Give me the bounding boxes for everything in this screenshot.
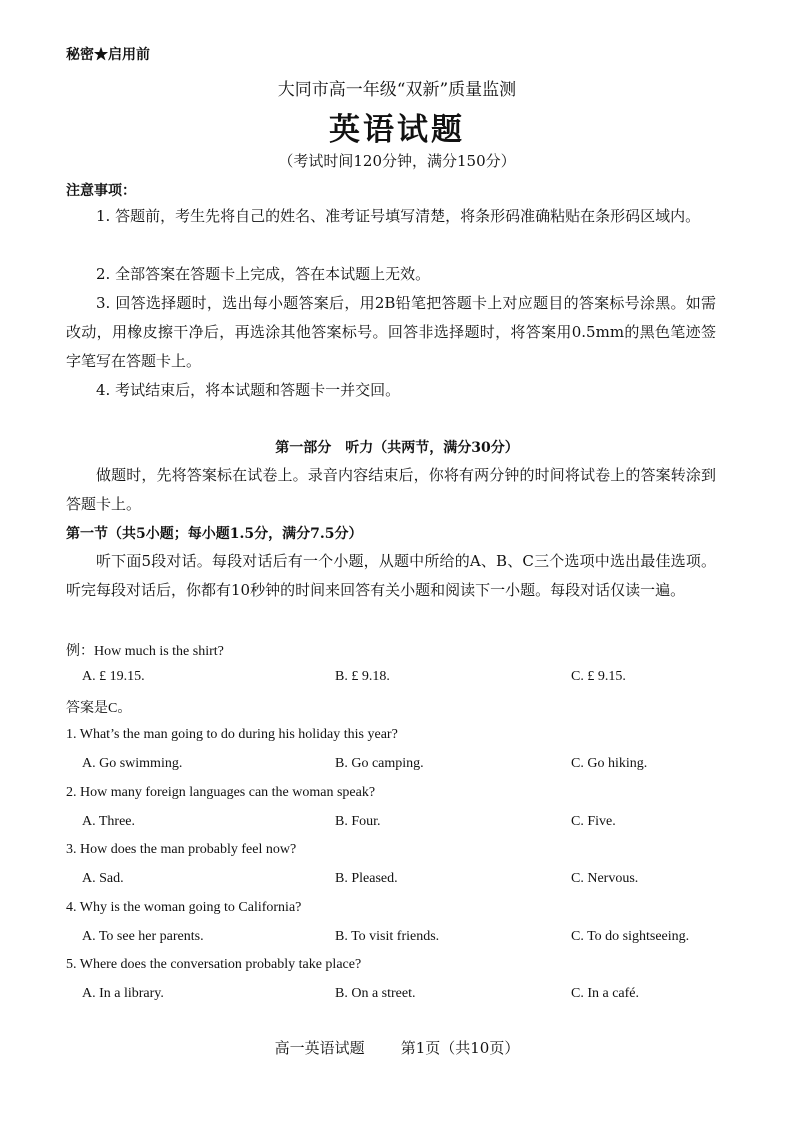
question-4-option-b: B. To visit friends. [335,929,440,944]
example-option-a: A. £ 19.15. [82,669,145,684]
footer-page-number: 第1页（共10页） [400,1039,520,1057]
note-item-1: 1. 答题前，考生先将自己的姓名、准考证号填写清楚，将条形码准确粘贴在条形码区域内。 [96,207,701,225]
question-1-option-a: A. Go swimming. [82,756,183,771]
page-title: 英语试题 [329,112,465,148]
note-item-4: 4. 考试结束后，将本试题和答题卡一并交回。 [96,381,401,399]
question-2-option-b: B. Four. [335,814,381,829]
question-4-option-a: A. To see her parents. [82,929,204,944]
note-item-2: 2. 全部答案在答题卡上完成，答在本试题上无效。 [96,265,431,283]
question-5-option-a: A. In a library. [82,986,164,1001]
confidential-label: 秘密★启用前 [66,47,150,63]
example-answer: 答案是C。 [66,701,132,716]
question-1: 1. What’s the man going to do during his holiday this year? [66,727,398,742]
question-5: 5. Where does the conversation probably take place? [66,957,362,972]
exam-name: 大同市高一年级“双新”质量监测 [277,80,517,100]
section1-heading: 第一节（共5小题；每小题1.5分，满分7.5分） [66,526,363,542]
question-2-option-c: C. Five. [571,814,616,829]
question-2-option-a: A. Three. [82,814,135,829]
section1-intro: 听下面5段对话。每段对话后有一个小题，从题中所给的A、B、C三个选项中选出最佳选项。听完每段对话后，你都有10秒钟的时间来回答有关小题和阅读下一小题。每段对话仅读一遍。 [66,552,716,599]
part1-intro: 做题时，先将答案标在试卷上。录音内容结束后，你将有两分钟的时间将试卷上的答案转涂到答题卡上。 [66,466,716,513]
question-3-option-a: A. Sad. [82,871,124,886]
question-3: 3. How does the man probably feel now? [66,842,297,857]
example-question: 例：How much is the shirt? [66,644,224,659]
question-4: 4. Why is the woman going to California? [66,900,302,915]
footer-subject: 高一英语试题 [274,1039,365,1057]
question-4-option-c: C. To do sightseeing. [571,929,690,944]
notes-heading: 注意事项： [66,183,136,199]
example-option-b: B. £ 9.18. [335,669,390,684]
question-5-option-b: B. On a street. [335,986,416,1001]
question-2: 2. How many foreign languages can the woman speak? [66,785,376,800]
question-3-option-c: C. Nervous. [571,871,639,886]
example-option-c: C. £ 9.15. [571,669,626,684]
note-item-3: 3. 回答选择题时，选出每小题答案后，用2B铅笔把答题卡上对应题目的答案标号涂黑。如需改动，用橡皮擦干净后，再选涂其他答案标号。回答非选择题时，将答案用0.5mm的黑色笔迹签字笔写在答题卡上。 [66,294,716,370]
exam-info: （考试时间120分钟，满分150分） [278,152,516,170]
page-footer [0,1037,794,1058]
question-1-option-c: C. Go hiking. [571,756,648,771]
part1-title: 第一部分 听力（共两节，满分30分） [275,440,519,456]
question-3-option-b: B. Pleased. [335,871,398,886]
question-5-option-c: C. In a café. [571,986,640,1001]
question-1-option-b: B. Go camping. [335,756,424,771]
